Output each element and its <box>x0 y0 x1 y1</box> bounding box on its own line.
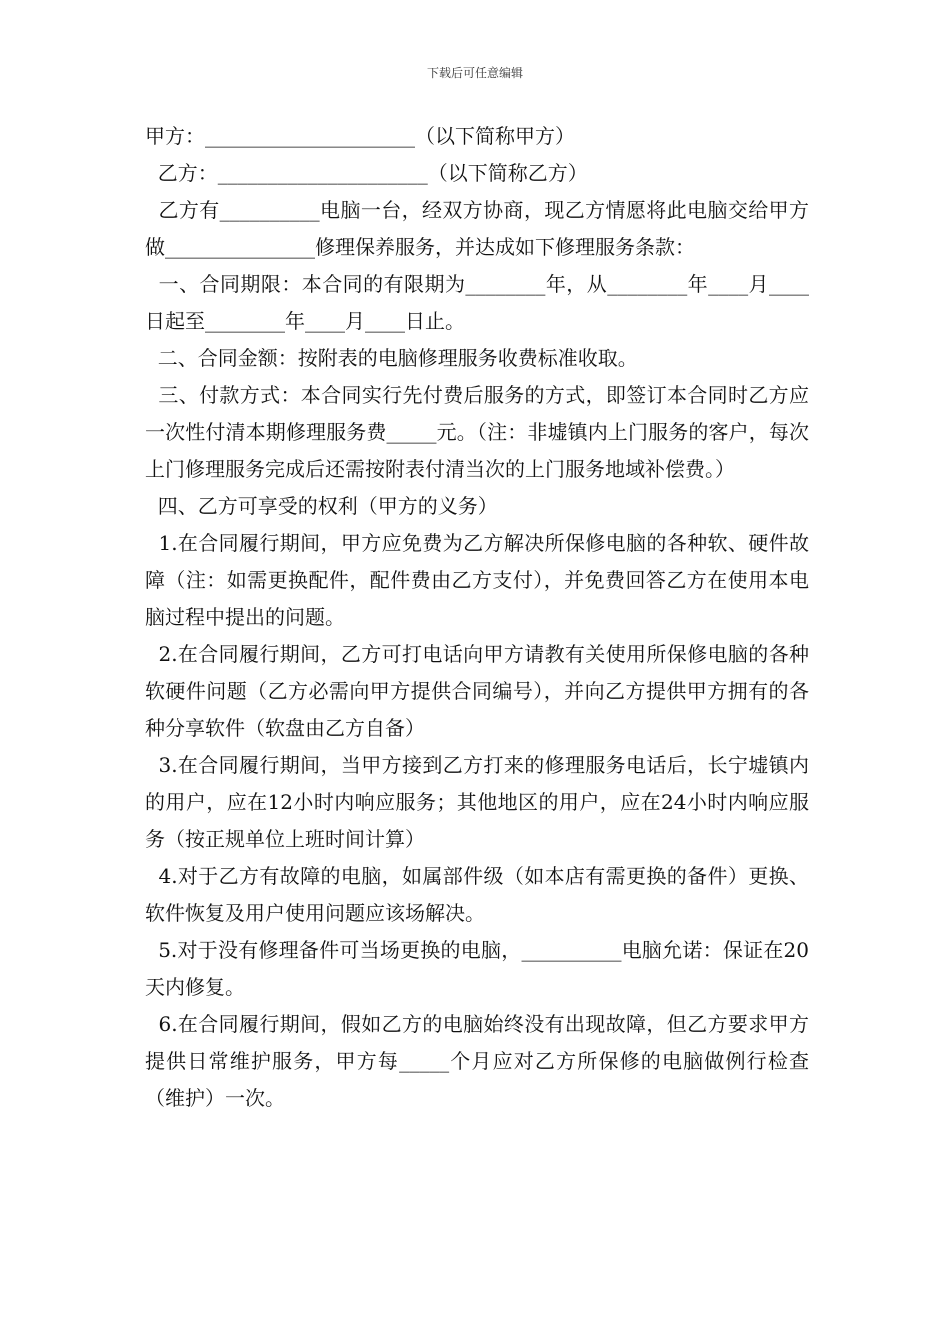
rights-item-1: 1.在合同履行期间，甲方应免费为乙方解决所保修电脑的各种软、硬件故障（注：如需更换配件，配件费由乙方支付），并免费回答乙方在使用本电脑过程中提出的问题。 <box>145 531 809 629</box>
rights-item-2: 2.在合同履行期间，乙方可打电话向甲方请教有关使用所保修电脑的各种软硬件问题（乙方必需向甲方提供合同编号），并向乙方提供甲方拥有的各种分享软件（软盘由乙方自备） <box>145 642 809 740</box>
rights-item-6: 6.在合同履行期间，假如乙方的电脑始终没有出现故障，但乙方要求甲方提供日常维护服务，甲方每_____个月应对乙方所保修的电脑做例行检查（维护）一次。 <box>145 1012 809 1110</box>
rights-item-5: 5.对于没有修理备件可当场更换的电脑，__________电脑允诺：保证在20天内修复。 <box>145 938 810 999</box>
clause-rights-title: 四、乙方可享受的权利（甲方的义务） <box>145 494 498 518</box>
intro-paragraph: 乙方有__________电脑一台，经双方协商，现乙方情愿将此电脑交给甲方做_______________修理保养服务，并达成如下修理服务条款： <box>145 198 810 259</box>
rights-item-3: 3.在合同履行期间，当甲方接到乙方打来的修理服务电话后，长宁墟镇内的用户，应在12小时内响应服务；其他地区的用户，应在24小时内响应服务（按正规单位上班时间计算） <box>145 753 809 851</box>
rights-item-4: 4.对于乙方有故障的电脑，如属部件级（如本店有需更换的备件）更换、软件恢复及用户使用问题应该场解决。 <box>145 864 809 925</box>
header-note: 下载后可任意编辑 <box>426 66 523 80</box>
clause-term: 一、合同期限：本合同的有限期为________年，从________年____月____日起至________年____月____日止。 <box>145 272 810 333</box>
contract-body <box>145 118 809 1117</box>
party-a-line: 甲方：_____________________（以下简称甲方） <box>145 124 575 148</box>
clause-amount: 二、合同金额：按附表的电脑修理服务收费标准收取。 <box>145 346 638 370</box>
party-b-line: 乙方：_____________________（以下简称乙方） <box>145 161 588 185</box>
clause-payment: 三、付款方式：本合同实行先付费后服务的方式，即签订本合同时乙方应一次性付清本期修理服务费_____元。（注：非墟镇内上门服务的客户，每次上门修理服务完成后还需按附表付清当次的上门服务地域补偿费。） <box>145 383 810 481</box>
